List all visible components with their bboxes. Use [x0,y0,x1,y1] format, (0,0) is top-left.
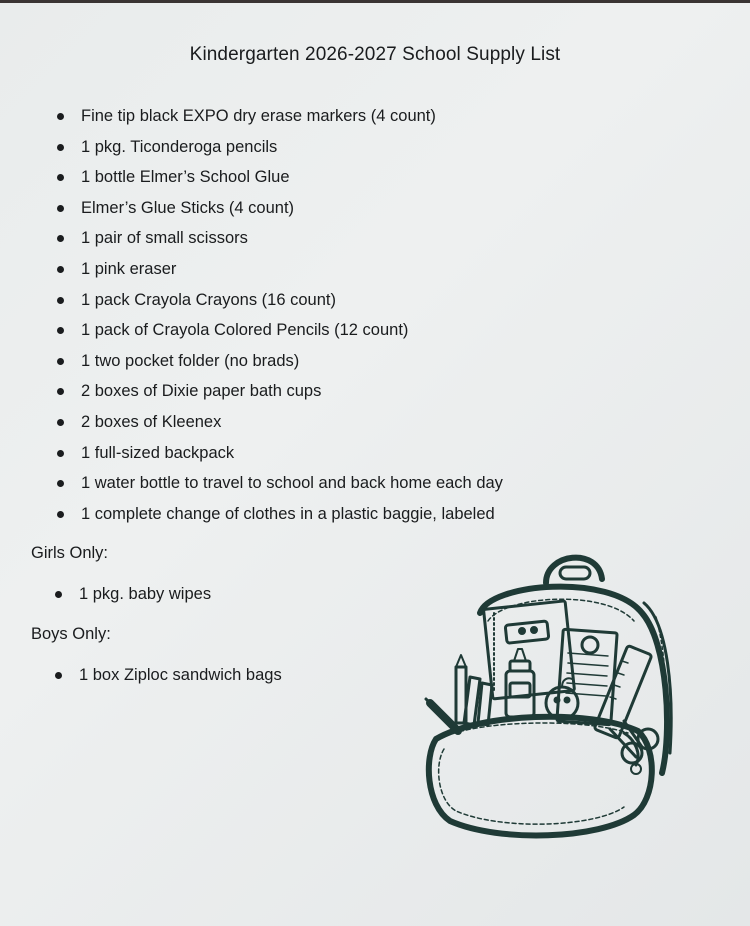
boys-only-list [54,663,282,694]
supply-list [56,104,503,532]
page-title: Kindergarten 2026-2027 School Supply List [189,44,561,65]
list-item: 1 water bottle to travel to school and back home each day [56,471,503,502]
list-item: 1 box Ziploc sandwich bags [54,663,282,694]
list-item: 2 boxes of Dixie paper bath cups [56,379,503,410]
list-item: 1 pack Crayola Crayons (16 count) [56,288,503,319]
boys-only-heading: Boys Only: [31,625,111,643]
top-edge-shadow [0,0,750,3]
list-item: Fine tip black EXPO dry erase markers (4 count) [56,104,503,135]
girls-only-list [54,582,211,613]
list-item: Elmer’s Glue Sticks (4 count) [56,196,503,227]
list-item: 1 pkg. Ticonderoga pencils [56,135,503,166]
list-item: 1 complete change of clothes in a plastic baggie, labeled [56,502,503,533]
list-item: 1 bottle Elmer’s School Glue [56,165,503,196]
backpack-with-school-supplies-icon [410,543,680,843]
list-item: 1 full-sized backpack [56,441,503,472]
list-item: 1 pair of small scissors [56,226,503,257]
girls-only-heading: Girls Only: [31,544,109,562]
list-item: 1 pack of Crayola Colored Pencils (12 count) [56,318,503,349]
list-item: 1 pink eraser [56,257,503,288]
list-item: 2 boxes of Kleenex [56,410,503,441]
list-item: 1 two pocket folder (no brads) [56,349,503,380]
list-item: 1 pkg. baby wipes [54,582,211,613]
